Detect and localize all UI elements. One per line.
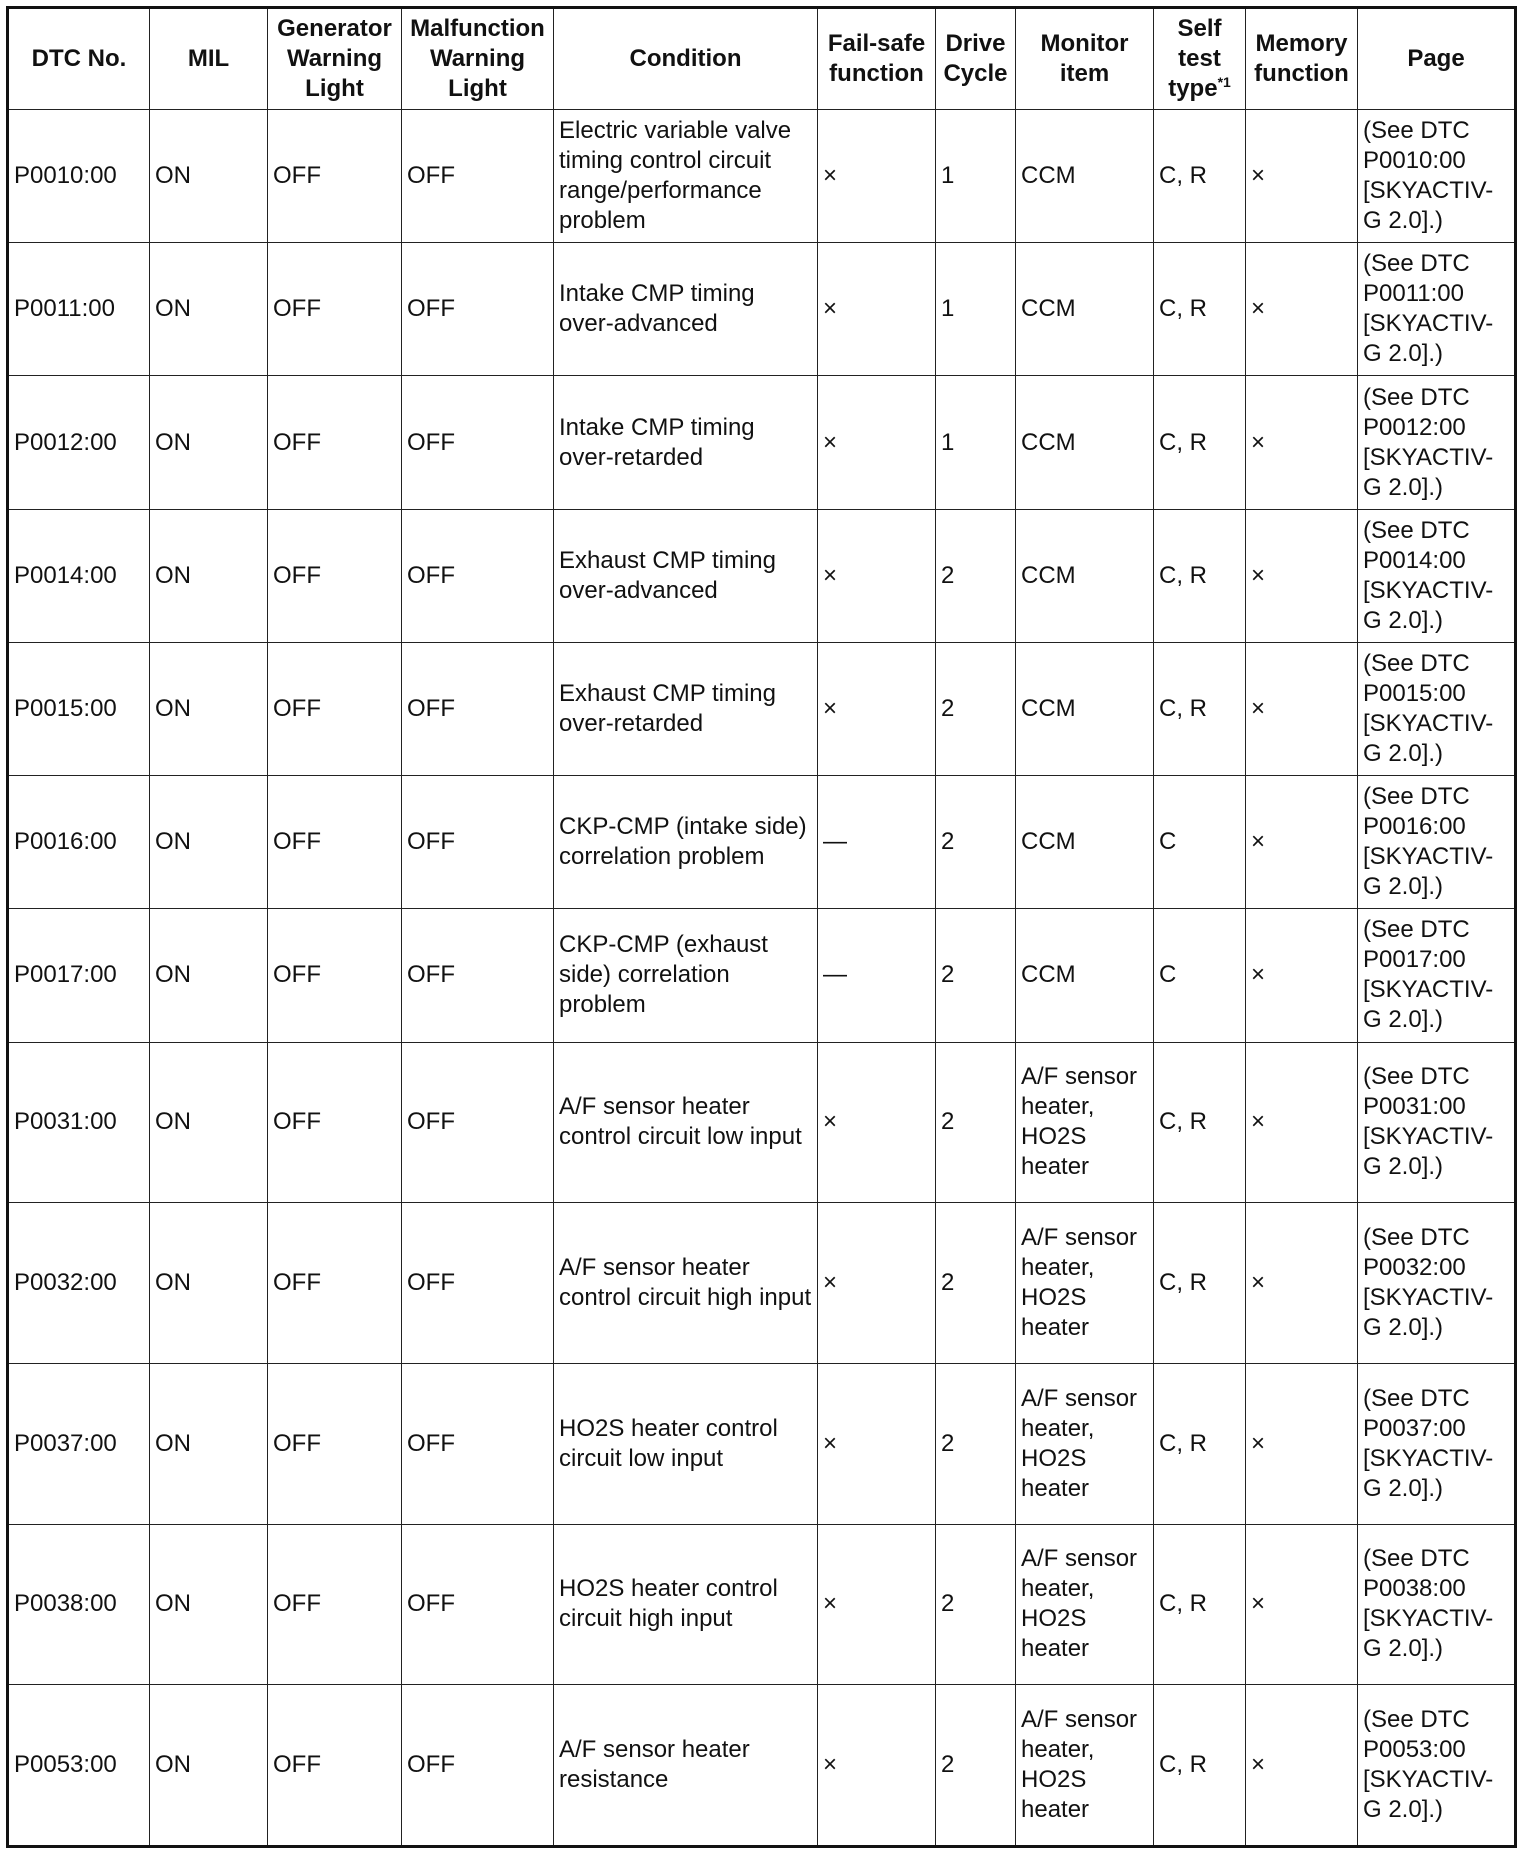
cell-drive-cycle: 2 (936, 1685, 1016, 1847)
header-self-test-type: Self test type$^{*1}$ (1154, 8, 1246, 110)
cell-fail-safe: — (818, 909, 936, 1042)
cell-malfunction-light: OFF (402, 376, 554, 509)
cell-mil: ON (150, 243, 268, 376)
cell-monitor-item: A/F sensor heater, HO2S heater (1016, 1203, 1154, 1364)
header-dtc-no: DTC No. (8, 8, 150, 110)
cell-memory-function: × (1246, 909, 1358, 1042)
cell-memory-function: × (1246, 1524, 1358, 1685)
cell-mil: ON (150, 110, 268, 243)
cell-drive-cycle: 2 (936, 1524, 1016, 1685)
cell-dtc-no: P0031:00 (8, 1042, 150, 1203)
table-row (8, 909, 1516, 1042)
cell-drive-cycle: 2 (936, 642, 1016, 775)
cell-memory-function: × (1246, 1203, 1358, 1364)
cell-memory-function: × (1246, 1363, 1358, 1524)
cell-fail-safe: × (818, 110, 936, 243)
cell-monitor-item: A/F sensor heater, HO2S heater (1016, 1363, 1154, 1524)
cell-generator-light: OFF (268, 776, 402, 909)
cell-mil: ON (150, 642, 268, 775)
cell-generator-light: OFF (268, 1203, 402, 1364)
cell-generator-light: OFF (268, 1363, 402, 1524)
cell-self-test-type: C, R (1154, 1685, 1246, 1847)
cell-malfunction-light: OFF (402, 776, 554, 909)
cell-memory-function: × (1246, 642, 1358, 775)
cell-dtc-no: P0037:00 (8, 1363, 150, 1524)
cell-monitor-item: A/F sensor heater, HO2S heater (1016, 1685, 1154, 1847)
cell-condition: A/F sensor heater control circuit low input (554, 1042, 818, 1203)
header-row (8, 8, 1516, 110)
cell-condition: Intake CMP timing over-retarded (554, 376, 818, 509)
cell-memory-function: × (1246, 1685, 1358, 1847)
cell-page: (See DTC P0016:00 [SKYACTIV-G 2.0].) (1358, 776, 1516, 909)
table-row (8, 1524, 1516, 1685)
cell-dtc-no: P0016:00 (8, 776, 150, 909)
cell-monitor-item: A/F sensor heater, HO2S heater (1016, 1042, 1154, 1203)
cell-drive-cycle: 1 (936, 243, 1016, 376)
cell-mil: ON (150, 776, 268, 909)
cell-condition: A/F sensor heater control circuit high input (554, 1203, 818, 1364)
cell-monitor-item: CCM (1016, 376, 1154, 509)
cell-fail-safe: × (818, 642, 936, 775)
cell-mil: ON (150, 376, 268, 509)
cell-generator-light: OFF (268, 909, 402, 1042)
table-row (8, 243, 1516, 376)
cell-generator-light: OFF (268, 509, 402, 642)
cell-fail-safe: × (818, 1524, 936, 1685)
cell-dtc-no: P0011:00 (8, 243, 150, 376)
cell-mil: ON (150, 1685, 268, 1847)
cell-condition: Intake CMP timing over-advanced (554, 243, 818, 376)
cell-monitor-item: CCM (1016, 110, 1154, 243)
cell-fail-safe: — (818, 776, 936, 909)
cell-self-test-type: C, R (1154, 1203, 1246, 1364)
cell-self-test-type: C (1154, 909, 1246, 1042)
cell-fail-safe: × (818, 1203, 936, 1364)
cell-condition: A/F sensor heater resistance (554, 1685, 818, 1847)
header-monitor-item: Monitor item (1016, 8, 1154, 110)
cell-condition: Exhaust CMP timing over-advanced (554, 509, 818, 642)
cell-dtc-no: P0012:00 (8, 376, 150, 509)
cell-page: (See DTC P0011:00 [SKYACTIV-G 2.0].) (1358, 243, 1516, 376)
cell-drive-cycle: 1 (936, 110, 1016, 243)
cell-fail-safe: × (818, 1042, 936, 1203)
cell-page: (See DTC P0017:00 [SKYACTIV-G 2.0].) (1358, 909, 1516, 1042)
cell-fail-safe: × (818, 1685, 936, 1847)
cell-dtc-no: P0053:00 (8, 1685, 150, 1847)
cell-self-test-type: C, R (1154, 243, 1246, 376)
header-malfunction-warning-light: Malfunction Warning Light (402, 8, 554, 110)
header-memory-function: Memory function (1246, 8, 1358, 110)
cell-page: (See DTC P0014:00 [SKYACTIV-G 2.0].) (1358, 509, 1516, 642)
cell-fail-safe: × (818, 509, 936, 642)
cell-drive-cycle: 2 (936, 776, 1016, 909)
table-header (8, 8, 1516, 110)
table-row (8, 509, 1516, 642)
cell-fail-safe: × (818, 376, 936, 509)
cell-mil: ON (150, 1363, 268, 1524)
cell-page: (See DTC P0053:00 [SKYACTIV-G 2.0].) (1358, 1685, 1516, 1847)
cell-dtc-no: P0014:00 (8, 509, 150, 642)
cell-mil: ON (150, 509, 268, 642)
cell-monitor-item: CCM (1016, 509, 1154, 642)
cell-malfunction-light: OFF (402, 642, 554, 775)
table-row (8, 642, 1516, 775)
cell-generator-light: OFF (268, 642, 402, 775)
cell-condition: Exhaust CMP timing over-retarded (554, 642, 818, 775)
table-row (8, 1685, 1516, 1847)
table-row (8, 776, 1516, 909)
cell-dtc-no: P0032:00 (8, 1203, 150, 1364)
dtc-table (6, 6, 1517, 1848)
header-drive-cycle: Drive Cycle (936, 8, 1016, 110)
cell-mil: ON (150, 1524, 268, 1685)
cell-malfunction-light: OFF (402, 1042, 554, 1203)
cell-dtc-no: P0017:00 (8, 909, 150, 1042)
cell-mil: ON (150, 909, 268, 1042)
cell-self-test-type: C, R (1154, 1363, 1246, 1524)
cell-page: (See DTC P0015:00 [SKYACTIV-G 2.0].) (1358, 642, 1516, 775)
cell-malfunction-light: OFF (402, 110, 554, 243)
cell-monitor-item: CCM (1016, 642, 1154, 775)
cell-self-test-type: C (1154, 776, 1246, 909)
table-row (8, 1203, 1516, 1364)
cell-self-test-type: C, R (1154, 1042, 1246, 1203)
cell-drive-cycle: 2 (936, 1203, 1016, 1364)
cell-fail-safe: × (818, 243, 936, 376)
cell-memory-function: × (1246, 110, 1358, 243)
cell-generator-light: OFF (268, 1042, 402, 1203)
cell-self-test-type: C, R (1154, 509, 1246, 642)
cell-monitor-item: A/F sensor heater, HO2S heater (1016, 1524, 1154, 1685)
cell-malfunction-light: OFF (402, 1363, 554, 1524)
cell-generator-light: OFF (268, 1524, 402, 1685)
cell-dtc-no: P0010:00 (8, 110, 150, 243)
header-fail-safe-function: Fail-safe function (818, 8, 936, 110)
cell-malfunction-light: OFF (402, 1524, 554, 1685)
cell-condition: Electric variable valve timing control circuit range/performance problem (554, 110, 818, 243)
cell-page: (See DTC P0012:00 [SKYACTIV-G 2.0].) (1358, 376, 1516, 509)
cell-drive-cycle: 1 (936, 376, 1016, 509)
cell-generator-light: OFF (268, 1685, 402, 1847)
cell-condition: HO2S heater control circuit high input (554, 1524, 818, 1685)
cell-fail-safe: × (818, 1363, 936, 1524)
cell-monitor-item: CCM (1016, 909, 1154, 1042)
cell-self-test-type: C, R (1154, 110, 1246, 243)
cell-page: (See DTC P0010:00 [SKYACTIV-G 2.0].) (1358, 110, 1516, 243)
cell-generator-light: OFF (268, 110, 402, 243)
table-row (8, 1042, 1516, 1203)
cell-drive-cycle: 2 (936, 909, 1016, 1042)
table-body (8, 110, 1516, 1847)
cell-memory-function: × (1246, 243, 1358, 376)
cell-memory-function: × (1246, 376, 1358, 509)
header-page: Page (1358, 8, 1516, 110)
cell-page: (See DTC P0031:00 [SKYACTIV-G 2.0].) (1358, 1042, 1516, 1203)
cell-generator-light: OFF (268, 243, 402, 376)
cell-self-test-type: C, R (1154, 376, 1246, 509)
cell-dtc-no: P0015:00 (8, 642, 150, 775)
cell-memory-function: × (1246, 509, 1358, 642)
cell-drive-cycle: 2 (936, 509, 1016, 642)
cell-malfunction-light: OFF (402, 243, 554, 376)
cell-memory-function: × (1246, 1042, 1358, 1203)
cell-condition: HO2S heater control circuit low input (554, 1363, 818, 1524)
table-row (8, 110, 1516, 243)
header-condition: Condition (554, 8, 818, 110)
cell-memory-function: × (1246, 776, 1358, 909)
cell-page: (See DTC P0037:00 [SKYACTIV-G 2.0].) (1358, 1363, 1516, 1524)
cell-monitor-item: CCM (1016, 776, 1154, 909)
footnote-marker: *1 (1217, 74, 1231, 90)
cell-drive-cycle: 2 (936, 1042, 1016, 1203)
cell-self-test-type: C, R (1154, 1524, 1246, 1685)
cell-malfunction-light: OFF (402, 909, 554, 1042)
cell-mil: ON (150, 1203, 268, 1364)
cell-mil: ON (150, 1042, 268, 1203)
cell-condition: CKP-CMP (exhaust side) correlation problem (554, 909, 818, 1042)
cell-generator-light: OFF (268, 376, 402, 509)
cell-monitor-item: CCM (1016, 243, 1154, 376)
cell-malfunction-light: OFF (402, 1203, 554, 1364)
cell-malfunction-light: OFF (402, 1685, 554, 1847)
cell-malfunction-light: OFF (402, 509, 554, 642)
cell-condition: CKP-CMP (intake side) correlation problem (554, 776, 818, 909)
table-row (8, 376, 1516, 509)
cell-dtc-no: P0038:00 (8, 1524, 150, 1685)
cell-drive-cycle: 2 (936, 1363, 1016, 1524)
table-row (8, 1363, 1516, 1524)
cell-page: (See DTC P0038:00 [SKYACTIV-G 2.0].) (1358, 1524, 1516, 1685)
header-mil: MIL (150, 8, 268, 110)
cell-page: (See DTC P0032:00 [SKYACTIV-G 2.0].) (1358, 1203, 1516, 1364)
cell-self-test-type: C, R (1154, 642, 1246, 775)
header-generator-warning-light: Generator Warning Light (268, 8, 402, 110)
